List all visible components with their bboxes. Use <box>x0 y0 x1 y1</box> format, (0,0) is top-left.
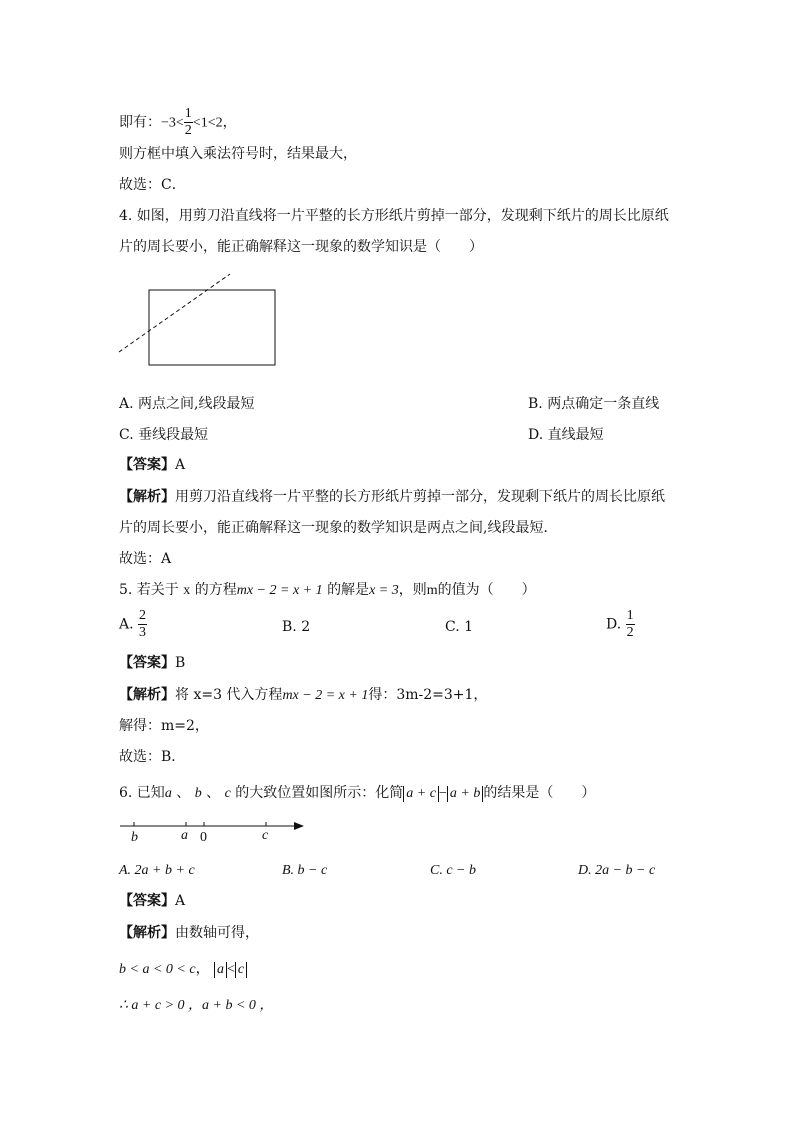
inequality-line: 即有：−3< $\frac{1}{2}$ <1<2， <box>119 106 237 138</box>
q4-option-b: B. 两点确定一条直线 <box>528 396 660 412</box>
q4-stem-line-2: 片的周长要小，能正确解释这一现象的数学知识是（ ） <box>119 239 483 255</box>
q4-option-d: D. 直线最短 <box>528 427 604 443</box>
axis-label-c: c <box>262 828 269 843</box>
q4-choose: 故选：A <box>119 551 172 567</box>
axis-arrow <box>294 822 304 830</box>
q5-choose: 故选：B． <box>119 749 186 765</box>
q5-option-c: C. 1 <box>445 619 474 635</box>
q6-stem: 6. 已知a 、 b 、 c 的大致位置如图所示：化简 a + c − a + b 的结果是（ ） <box>119 785 596 801</box>
q5-option-d: D. $\frac{1}{2}$ <box>606 608 634 640</box>
q4-option-c: C. 垂线段最短 <box>119 427 209 443</box>
q4-cut-figure <box>115 270 285 370</box>
axis-label-a: a <box>181 828 188 843</box>
q5-option-b: B. 2 <box>282 619 311 635</box>
q5-option-a: A. $\frac{2}{3}$ <box>119 608 147 640</box>
q4-option-a: A. 两点之间,线段最短 <box>119 396 255 412</box>
q6-option-d: D. 2a − b − c <box>578 863 656 878</box>
q6-option-a: A. 2a + b + c <box>119 863 195 878</box>
q4-answer: 【答案】A <box>119 457 186 473</box>
q5-analysis: 【解析】将 x=3 代入方程mx − 2 = x + 1得：3m-2=3+1， <box>119 687 488 703</box>
q6-answer: 【答案】A <box>119 893 186 909</box>
q6-therefore: ∴ a + c > 0 ，a + b < 0 ， <box>119 998 274 1013</box>
conclusion-line: 则方框中填入乘法符号时，结果最大， <box>119 146 357 162</box>
abs-a-plus-c: a + c <box>403 786 439 802</box>
q4-analysis-line-1: 【解析】用剪刀沿直线将一片平整的长方形纸片剪掉一部分，发现剩下纸片的周长比原纸 <box>119 489 665 505</box>
paper-rectangle-outline <box>149 290 275 365</box>
number-line <box>118 815 308 845</box>
choose-line: 故选：C． <box>119 177 186 193</box>
q6-option-b: B. b − c <box>282 863 328 878</box>
q4-stem-line-1: 4. 如图，用剪刀沿直线将一片平整的长方形纸片剪掉一部分，发现剩下纸片的周长比原纸 <box>119 208 669 224</box>
q6-option-c: C. c − b <box>430 863 476 878</box>
dashed-cut-line <box>119 274 230 352</box>
axis-label-b: b <box>131 830 138 845</box>
q6-inequality-chain: b < a < 0 < c， a < c <box>119 959 247 980</box>
q5-solve: 解得：m=2， <box>119 718 209 734</box>
abs-a-plus-b: a + b <box>447 786 483 802</box>
q4-analysis-line-2: 片的周长要小，能正确解释这一现象的数学知识是两点之间,线段最短． <box>119 520 558 536</box>
q5-answer: 【答案】B <box>119 655 186 671</box>
fraction-one-half: $\frac{1}{2}$ <box>184 106 192 138</box>
q6-analysis: 【解析】由数轴可得， <box>119 925 259 941</box>
axis-label-0: 0 <box>200 830 207 845</box>
q5-stem: 5. 若关于 x 的方程mx − 2 = x + 1 的解是x = 3，则m的值为（ ） <box>119 582 536 598</box>
